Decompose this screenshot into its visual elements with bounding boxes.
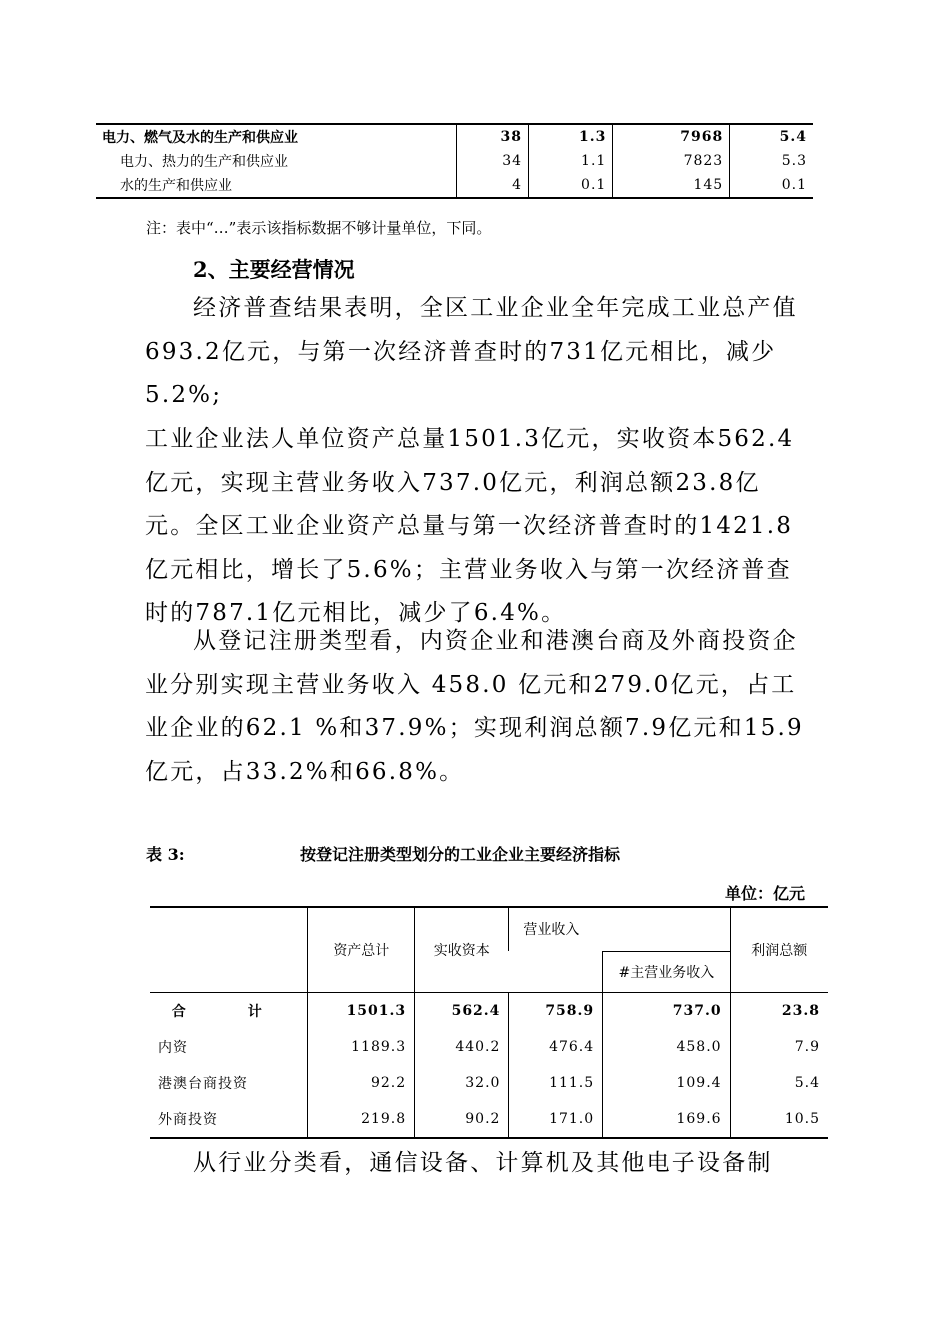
row-value: 5.4 (730, 1065, 828, 1101)
row-value: 1189.3 (308, 1029, 415, 1065)
row-value: 10.5 (730, 1101, 828, 1138)
table-row (96, 149, 813, 173)
table-row (96, 124, 813, 149)
row-value: 38 (457, 124, 529, 149)
paragraph-assets: 工业企业法人单位资产总量1501.3亿元，实收资本562.4亿元，实现主营业务收入737.0亿元，利润总额23.8亿元。全区工业企业资产总量与第一次经济普查时的1421.8亿元相比，增长了5.6%；主营业务收入与第一次经济普查时的787.1亿元相比，减少了6.4%。 (145, 426, 795, 626)
row-value: 476.4 (509, 1029, 603, 1065)
row-value: 34 (457, 149, 529, 173)
header-revenue-spacer (509, 951, 603, 993)
paragraph-industry: 从行业分类看，通信设备、计算机及其他电子设备制 (193, 1150, 773, 1176)
table-note: 注：表中“…”表示该指标数据不够计量单位，下同。 (146, 219, 492, 237)
row-value: 440.2 (415, 1029, 509, 1065)
header-blank (150, 907, 308, 993)
section-heading: 2、主要经营情况 (193, 257, 355, 282)
header-assets: 资产总计 (308, 907, 415, 993)
row-value: 5.3 (730, 149, 813, 173)
header-profit: 利润总额 (730, 907, 828, 993)
row-value: 32.0 (415, 1065, 509, 1101)
row-value: 0.1 (730, 173, 813, 198)
row-name: 港澳台商投资 (158, 1076, 248, 1092)
row-value: 169.6 (603, 1101, 730, 1138)
row-value: 737.0 (603, 993, 730, 1030)
row-value: 90.2 (415, 1101, 509, 1138)
row-value: 7968 (613, 124, 730, 149)
row-value: 1.1 (529, 149, 613, 173)
row-value: 23.8 (730, 993, 828, 1030)
row-name: 电力、热力的生产和供应业 (120, 154, 288, 170)
table-title: 按登记注册类型划分的工业企业主要经济指标 (300, 845, 621, 864)
table-label: 表 3: (146, 845, 185, 864)
table-row (150, 1029, 828, 1065)
row-value: 92.2 (308, 1065, 415, 1101)
row-value: 171.0 (509, 1101, 603, 1138)
row-name: 合 计 (171, 1004, 286, 1020)
table-row (150, 1101, 828, 1138)
table-unit: 单位：亿元 (724, 884, 805, 903)
registration-type-table (150, 906, 828, 1139)
row-value: 4 (457, 173, 529, 198)
header-capital: 实收资本 (415, 907, 509, 993)
row-value: 458.0 (603, 1029, 730, 1065)
row-name: 外商投资 (150, 1101, 308, 1138)
row-value: 1501.3 (308, 993, 415, 1030)
table-row (96, 173, 813, 198)
row-value: 145 (613, 173, 730, 198)
industry-table-continued (96, 123, 813, 199)
row-name: 内资 (158, 1040, 188, 1056)
row-value: 109.4 (603, 1065, 730, 1101)
table-row (150, 1065, 828, 1101)
row-value: 758.9 (509, 993, 603, 1030)
row-value: 7.9 (730, 1029, 828, 1065)
header-main-revenue: #主营业务收入 (603, 951, 730, 993)
paragraph-output: 经济普查结果表明，全区工业企业全年完成工业总产值693.2亿元，与第一次经济普查时的731亿元相比，减少5.2%; (145, 295, 798, 408)
row-value: 219.8 (308, 1101, 415, 1138)
row-value: 7823 (613, 149, 730, 173)
row-value: 5.4 (730, 124, 813, 149)
table-row (150, 993, 828, 1030)
row-value: 1.3 (529, 124, 613, 149)
row-name: 水的生产和供应业 (96, 173, 457, 198)
row-value: 562.4 (415, 993, 509, 1030)
row-name: 电力、燃气及水的生产和供应业 (96, 124, 457, 149)
row-value: 0.1 (529, 173, 613, 198)
row-value: 111.5 (509, 1065, 603, 1101)
header-revenue: 营业收入 (509, 907, 730, 951)
paragraph-registration-type: 从登记注册类型看，内资企业和港澳台商及外商投资企业分别实现主营业务收入 458.0 亿元和279.0亿元，占工业企业的62.1 %和37.9%；实现利润总额7.9亿元和15.9亿元，占33.2%和66.8%。 (145, 628, 804, 785)
